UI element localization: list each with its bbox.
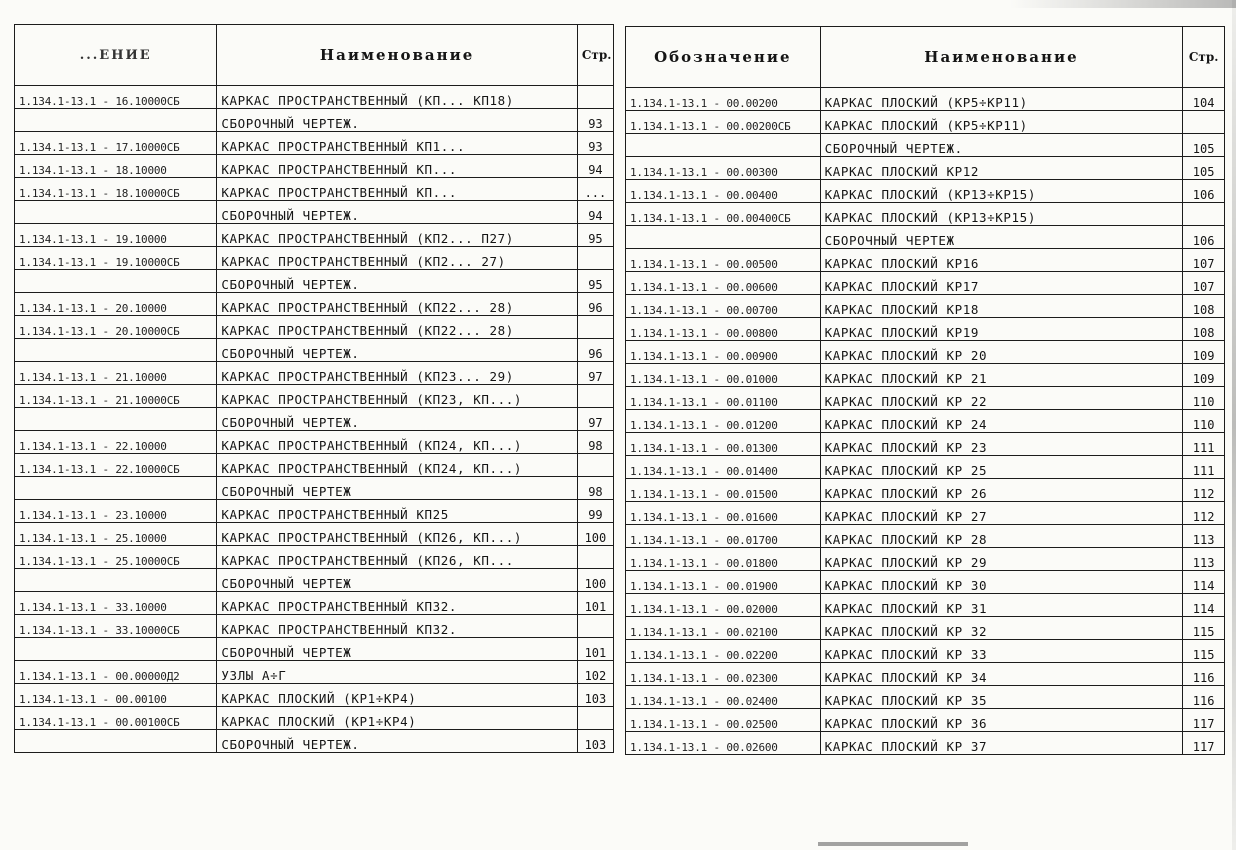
cell-name: КАРКАС ПРОСТРАНСТВЕННЫЙ (КП23, КП...) [217,385,577,408]
cell-page: 100 [577,569,613,592]
cell-name: КАРКАС ПРОСТРАНСТВЕННЫЙ (КП... КП18) [217,86,577,109]
cell-page [577,385,613,408]
cell-page [577,86,613,109]
cell-name: КАРКАС ПЛОСКИЙ КР 29 [820,548,1183,571]
cell-code: 1.134.1-13.1 - 25.10000СБ [15,546,217,569]
column-header-code: ...ЕНИЕ [15,25,217,86]
cell-page: 115 [1183,640,1225,663]
cell-name: КАРКАС ПРОСТРАНСТВЕННЫЙ КП... [217,178,577,201]
cell-code [626,226,821,249]
table-row [626,640,1225,663]
cell-name: КАРКАС ПРОСТРАНСТВЕННЫЙ КП... [217,155,577,178]
cell-name: КАРКАС ПЛОСКИЙ КР 34 [820,663,1183,686]
cell-name: КАРКАС ПЛОСКИЙ КР 37 [820,732,1183,755]
cell-name: КАРКАС ПРОСТРАНСТВЕННЫЙ (КП22... 28) [217,316,577,339]
cell-code: 1.134.1-13.1 - 00.00200 [626,88,821,111]
table-row [15,155,614,178]
cell-page: 113 [1183,548,1225,571]
table-row [15,707,614,730]
cell-name: КАРКАС ПЛОСКИЙ КР 36 [820,709,1183,732]
cell-name: КАРКАС ПЛОСКИЙ КР 30 [820,571,1183,594]
cell-code: 1.134.1-13.1 - 18.10000СБ [15,178,217,201]
table-row [626,663,1225,686]
cell-code [15,201,217,224]
cell-name: СБОРОЧНЫЙ ЧЕРТЕЖ [820,226,1183,249]
cell-code: 1.134.1-13.1 - 00.02200 [626,640,821,663]
cell-page [577,454,613,477]
cell-page: ... [577,178,613,201]
cell-code: 1.134.1-13.1 - 00.01100 [626,387,821,410]
cell-page: 95 [577,224,613,247]
table-row [626,226,1225,249]
cell-page: 102 [577,661,613,684]
cell-name: КАРКАС ПЛОСКИЙ КР 21 [820,364,1183,387]
cell-code: 1.134.1-13.1 - 00.00900 [626,341,821,364]
cell-name: КАРКАС ПРОСТРАНСТВЕННЫЙ (КП24, КП...) [217,454,577,477]
cell-code: 1.134.1-13.1 - 00.00700 [626,295,821,318]
cell-code: 1.134.1-13.1 - 00.00500 [626,249,821,272]
cell-name: КАРКАС ПЛОСКИЙ КР16 [820,249,1183,272]
cell-name: КАРКАС ПРОСТРАНСТВЕННЫЙ (КП22... 28) [217,293,577,316]
table-row [15,201,614,224]
table-row [626,617,1225,640]
cell-page [577,316,613,339]
contents-table-right [625,26,1225,755]
cell-name: СБОРОЧНЫЙ ЧЕРТЕЖ. [217,109,577,132]
contents-body-right [626,88,1225,755]
cell-page: 104 [1183,88,1225,111]
cell-code: 1.134.1-13.1 - 00.00400 [626,180,821,203]
cell-name: КАРКАС ПЛОСКИЙ (КР13÷КР15) [820,203,1183,226]
table-row [15,661,614,684]
cell-page: 110 [1183,387,1225,410]
cell-page: 99 [577,500,613,523]
cell-page: 105 [1183,157,1225,180]
cell-name: КАРКАС ПРОСТРАНСТВЕННЫЙ (КП26, КП... [217,546,577,569]
cell-code: 1.134.1-13.1 - 00.00400СБ [626,203,821,226]
cell-name: КАРКАС ПРОСТРАНСТВЕННЫЙ КП1... [217,132,577,155]
table-row [626,433,1225,456]
cell-page: 108 [1183,318,1225,341]
cell-page: 112 [1183,502,1225,525]
cell-page: 117 [1183,732,1225,755]
cell-name: КАРКАС ПЛОСКИЙ КР17 [820,272,1183,295]
cell-code: 1.134.1-13.1 - 00.02000 [626,594,821,617]
cell-name: КАРКАС ПЛОСКИЙ КР19 [820,318,1183,341]
cell-code [15,477,217,500]
cell-page: 111 [1183,433,1225,456]
cell-name: УЗЛЫ А÷Г [217,661,577,684]
scan-edge-shadow [1010,0,1236,8]
cell-code: 1.134.1-13.1 - 00.00300 [626,157,821,180]
cell-page: 95 [577,270,613,293]
cell-page: 103 [577,730,613,753]
table-header-row [626,27,1225,88]
table-row [626,203,1225,226]
table-row [15,615,614,638]
cell-code: 1.134.1-13.1 - 00.01000 [626,364,821,387]
table-row [15,730,614,753]
cell-page: 117 [1183,709,1225,732]
table-row [15,684,614,707]
cell-code: 1.134.1-13.1 - 21.10000 [15,362,217,385]
table-row [626,134,1225,157]
column-header-page: Стр. [1183,27,1225,88]
cell-name: СБОРОЧНЫЙ ЧЕРТЕЖ. [217,270,577,293]
cell-page: 107 [1183,272,1225,295]
table-row [626,318,1225,341]
cell-page: 111 [1183,456,1225,479]
table-row [626,387,1225,410]
cell-name: КАРКАС ПРОСТРАНСТВЕННЫЙ (КП23... 29) [217,362,577,385]
cell-name: КАРКАС ПЛОСКИЙ (КР5÷КР11) [820,88,1183,111]
table-row [15,224,614,247]
cell-page: 116 [1183,686,1225,709]
table-row [626,686,1225,709]
table-row [626,732,1225,755]
cell-page: 106 [1183,226,1225,249]
cell-name: СБОРОЧНЫЙ ЧЕРТЕЖ. [217,339,577,362]
table-row [15,339,614,362]
cell-code: 1.134.1-13.1 - 00.00100 [15,684,217,707]
cell-code: 1.134.1-13.1 - 00.02100 [626,617,821,640]
cell-page: 109 [1183,341,1225,364]
cell-code: 1.134.1-13.1 - 19.10000 [15,224,217,247]
cell-code: 1.134.1-13.1 - 22.10000 [15,431,217,454]
cell-code: 1.134.1-13.1 - 00.02600 [626,732,821,755]
table-row [626,410,1225,433]
cell-code: 1.134.1-13.1 - 00.01300 [626,433,821,456]
cell-code: 1.134.1-13.1 - 23.10000 [15,500,217,523]
cell-name: КАРКАС ПЛОСКИЙ КР12 [820,157,1183,180]
cell-name: СБОРОЧНЫЙ ЧЕРТЕЖ. [217,201,577,224]
cell-page: 110 [1183,410,1225,433]
cell-name: КАРКАС ПЛОСКИЙ КР 20 [820,341,1183,364]
table-row [626,364,1225,387]
cell-name: КАРКАС ПРОСТРАНСТВЕННЫЙ КП25 [217,500,577,523]
column-header-name: Наименование [820,27,1183,88]
table-row [626,571,1225,594]
cell-name: КАРКАС ПЛОСКИЙ КР 22 [820,387,1183,410]
cell-page [577,707,613,730]
table-row [626,594,1225,617]
table-row [15,500,614,523]
cell-page: 106 [1183,180,1225,203]
table-row [626,456,1225,479]
cell-code: 1.134.1-13.1 - 00.01400 [626,456,821,479]
cell-page: 94 [577,201,613,224]
table-row [626,479,1225,502]
cell-code [15,730,217,753]
cell-code: 1.134.1-13.1 - 00.02300 [626,663,821,686]
cell-page: 100 [577,523,613,546]
table-row [15,638,614,661]
table-row [626,111,1225,134]
cell-page [1183,111,1225,134]
table-row [626,502,1225,525]
cell-code: 1.134.1-13.1 - 00.00200СБ [626,111,821,134]
scan-right-edge [1232,0,1236,850]
table-row [15,592,614,615]
table-row [15,132,614,155]
table-row [15,270,614,293]
cell-page: 96 [577,339,613,362]
table-row [626,295,1225,318]
cell-page: 96 [577,293,613,316]
table-row [15,362,614,385]
contents-body-left [15,86,614,753]
cell-page: 109 [1183,364,1225,387]
cell-code [15,270,217,293]
cell-name: СБОРОЧНЫЙ ЧЕРТЕЖ [217,569,577,592]
cell-name: КАРКАС ПЛОСКИЙ КР 26 [820,479,1183,502]
table-row [626,88,1225,111]
cell-name: КАРКАС ПРОСТРАНСТВЕННЫЙ КП32. [217,615,577,638]
table-row [626,548,1225,571]
cell-name: КАРКАС ПРОСТРАНСТВЕННЫЙ (КП2... П27) [217,224,577,247]
cell-page: 101 [577,592,613,615]
cell-code: 1.134.1-13.1 - 25.10000 [15,523,217,546]
cell-name: КАРКАС ПЛОСКИЙ КР 28 [820,525,1183,548]
cell-code: 1.134.1-13.1 - 00.00800 [626,318,821,341]
contents-table-left [14,24,614,753]
cell-code: 1.134.1-13.1 - 00.01700 [626,525,821,548]
cell-code: 1.134.1-13.1 - 20.10000 [15,293,217,316]
cell-name: СБОРОЧНЫЙ ЧЕРТЕЖ. [820,134,1183,157]
cell-page: 98 [577,431,613,454]
table-row [15,316,614,339]
table-row [15,477,614,500]
cell-page: 108 [1183,295,1225,318]
scan-bottom-mark [818,842,968,846]
cell-code: 1.134.1-13.1 - 00.00100СБ [15,707,217,730]
cell-code: 1.134.1-13.1 - 21.10000СБ [15,385,217,408]
cell-name: КАРКАС ПЛОСКИЙ (КР1÷КР4) [217,684,577,707]
cell-code [15,569,217,592]
cell-page: 113 [1183,525,1225,548]
table-row [626,272,1225,295]
table-row [15,408,614,431]
table-row [15,431,614,454]
cell-name: КАРКАС ПЛОСКИЙ (КР13÷КР15) [820,180,1183,203]
table-row [15,385,614,408]
column-header-page: Стр. [577,25,613,86]
cell-name: КАРКАС ПРОСТРАНСТВЕННЫЙ (КП2... 27) [217,247,577,270]
column-header-code: Обозначение [626,27,821,88]
cell-code [15,339,217,362]
cell-name: СБОРОЧНЫЙ ЧЕРТЕЖ [217,477,577,500]
cell-page [577,247,613,270]
cell-page: 107 [1183,249,1225,272]
cell-name: СБОРОЧНЫЙ ЧЕРТЕЖ. [217,730,577,753]
cell-name: КАРКАС ПРОСТРАНСТВЕННЫЙ (КП24, КП...) [217,431,577,454]
cell-code: 1.134.1-13.1 - 33.10000 [15,592,217,615]
cell-page: 116 [1183,663,1225,686]
cell-name: КАРКАС ПЛОСКИЙ КР 25 [820,456,1183,479]
cell-page [1183,203,1225,226]
cell-code: 1.134.1-13.1 - 00.01800 [626,548,821,571]
cell-page: 98 [577,477,613,500]
cell-page: 115 [1183,617,1225,640]
cell-code [15,109,217,132]
cell-name: КАРКАС ПЛОСКИЙ (КР5÷КР11) [820,111,1183,134]
cell-code [15,408,217,431]
cell-code: 1.134.1-13.1 - 16.10000СБ [15,86,217,109]
table-row [626,341,1225,364]
cell-page: 93 [577,132,613,155]
table-row [15,109,614,132]
cell-code: 1.134.1-13.1 - 17.10000СБ [15,132,217,155]
cell-page [577,546,613,569]
table-row [15,454,614,477]
cell-code: 1.134.1-13.1 - 00.00600 [626,272,821,295]
cell-name: КАРКАС ПЛОСКИЙ КР 23 [820,433,1183,456]
column-header-name: Наименование [217,25,577,86]
cell-code: 1.134.1-13.1 - 18.10000 [15,155,217,178]
cell-name: КАРКАС ПЛОСКИЙ (КР1÷КР4) [217,707,577,730]
table-header-row [15,25,614,86]
cell-name: СБОРОЧНЫЙ ЧЕРТЕЖ. [217,408,577,431]
table-row [626,709,1225,732]
cell-code: 1.134.1-13.1 - 20.10000СБ [15,316,217,339]
cell-code: 1.134.1-13.1 - 00.01200 [626,410,821,433]
table-row [626,525,1225,548]
cell-name: КАРКАС ПРОСТРАНСТВЕННЫЙ КП32. [217,592,577,615]
cell-code: 1.134.1-13.1 - 00.00000Д2 [15,661,217,684]
table-row [15,178,614,201]
cell-page: 94 [577,155,613,178]
table-row [626,249,1225,272]
cell-page: 97 [577,408,613,431]
cell-code: 1.134.1-13.1 - 00.01900 [626,571,821,594]
cell-name: КАРКАС ПЛОСКИЙ КР 31 [820,594,1183,617]
cell-name: КАРКАС ПЛОСКИЙ КР 35 [820,686,1183,709]
cell-page: 103 [577,684,613,707]
cell-code: 1.134.1-13.1 - 00.01600 [626,502,821,525]
cell-name: КАРКАС ПЛОСКИЙ КР 33 [820,640,1183,663]
cell-name: КАРКАС ПЛОСКИЙ КР 27 [820,502,1183,525]
cell-name: КАРКАС ПЛОСКИЙ КР 32 [820,617,1183,640]
table-row [15,293,614,316]
cell-code: 1.134.1-13.1 - 22.10000СБ [15,454,217,477]
table-row [626,180,1225,203]
cell-code [15,638,217,661]
cell-page: 101 [577,638,613,661]
table-row [15,86,614,109]
cell-page: 105 [1183,134,1225,157]
cell-code: 1.134.1-13.1 - 00.01500 [626,479,821,502]
table-row [15,247,614,270]
cell-page [577,615,613,638]
cell-name: СБОРОЧНЫЙ ЧЕРТЕЖ [217,638,577,661]
table-row [15,569,614,592]
cell-code: 1.134.1-13.1 - 00.02500 [626,709,821,732]
cell-code: 1.134.1-13.1 - 19.10000СБ [15,247,217,270]
cell-page: 112 [1183,479,1225,502]
cell-page: 114 [1183,594,1225,617]
table-row [15,523,614,546]
table-row [626,157,1225,180]
cell-code: 1.134.1-13.1 - 33.10000СБ [15,615,217,638]
cell-page: 114 [1183,571,1225,594]
cell-name: КАРКАС ПРОСТРАНСТВЕННЫЙ (КП26, КП...) [217,523,577,546]
cell-page: 93 [577,109,613,132]
table-row [15,546,614,569]
cell-name: КАРКАС ПЛОСКИЙ КР 24 [820,410,1183,433]
cell-page: 97 [577,362,613,385]
cell-code: 1.134.1-13.1 - 00.02400 [626,686,821,709]
cell-code [626,134,821,157]
cell-name: КАРКАС ПЛОСКИЙ КР18 [820,295,1183,318]
